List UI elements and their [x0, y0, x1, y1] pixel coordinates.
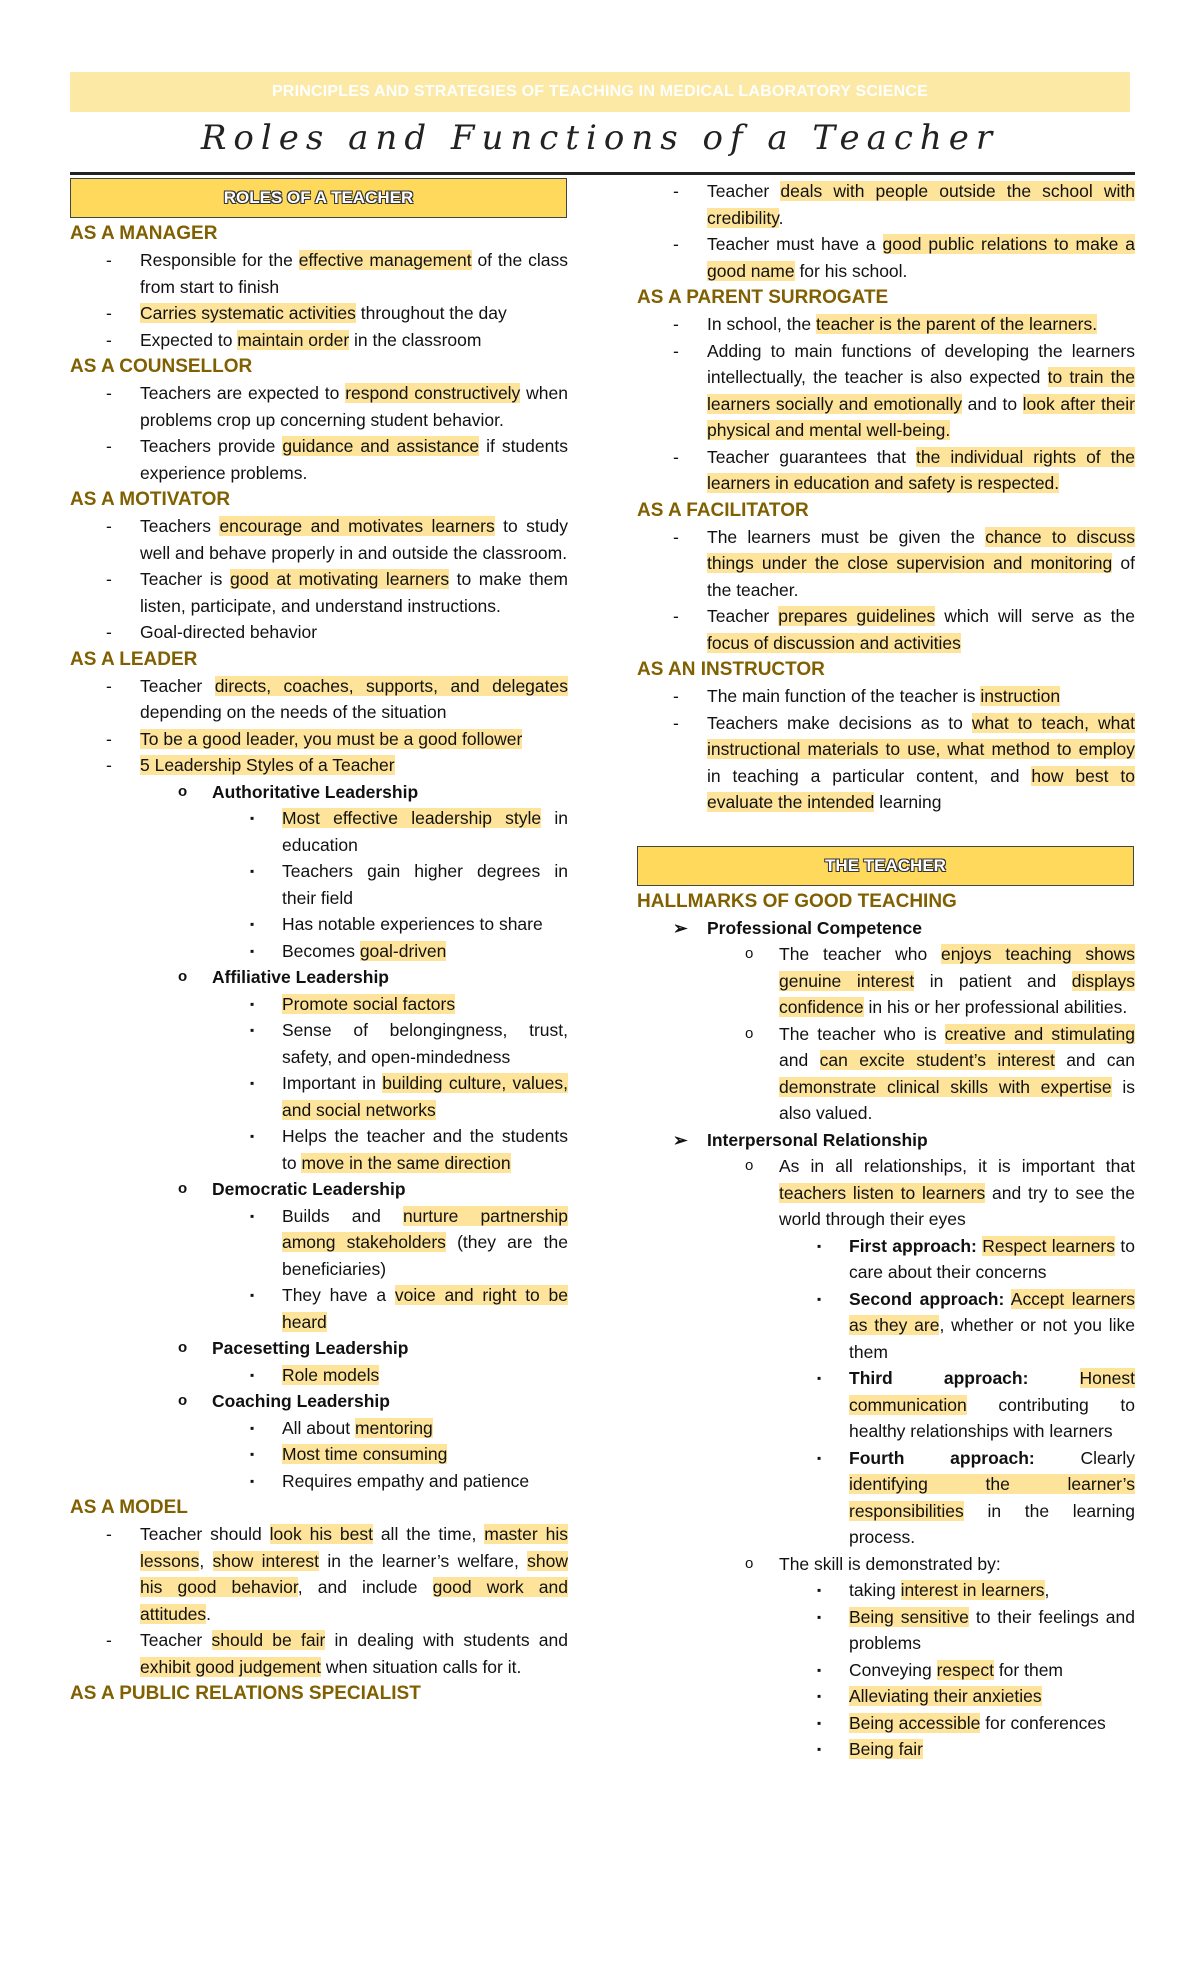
list-item: ▪ Most effective leadership style in education [70, 805, 568, 858]
dash-bullet: - [673, 526, 679, 547]
list-item: ▪ Requires empathy and patience [70, 1468, 568, 1495]
list-item: ▪ Fourth approach: Clearly identifying the learner’s responsibilities in the learning process. [637, 1445, 1135, 1551]
list-item: ▪ Important in building culture, values, and social networks [70, 1070, 568, 1123]
dash-bullet: - [106, 303, 112, 323]
list-item: - Goal-directed behavior [70, 619, 568, 646]
list-item: - Teachers are expected to respond constructively when problems crop up concerning student behavior. [70, 380, 568, 433]
leader-heading: AS A LEADER [70, 648, 198, 670]
list-item: - Expected to maintain order in the classroom [70, 327, 568, 354]
dash-bullet: - [106, 516, 112, 536]
list-item: o The teacher who enjoys teaching shows genuine interest in patient and displays confidence in his or her professional abilities. [637, 941, 1135, 1021]
document-title: Roles and Functions of a Teacher [200, 118, 1000, 158]
affiliative-title: o Affiliative Leadership [70, 964, 568, 991]
list-item: - The learners must be given the chance to discuss things under the close supervision and monitoring of the teacher. [637, 524, 1135, 604]
list-item: - Teacher must have a good public relations to make a good name for his school. [637, 231, 1135, 284]
dash-bullet: - [673, 712, 679, 733]
circle-bullet: o [745, 1024, 754, 1042]
arrow-bullet-icon: ➢ [673, 1129, 688, 1150]
competence-title: ➢ Professional Competence [637, 915, 1135, 942]
square-bullet: ▪ [250, 1420, 255, 1435]
dash-bullet: - [106, 436, 112, 456]
dash-bullet: - [106, 250, 112, 270]
circle-bullet: o [178, 1339, 188, 1356]
dash-bullet: - [673, 340, 679, 361]
dash-bullet: - [106, 728, 112, 749]
instructor-heading: AS AN INSTRUCTOR [637, 659, 825, 680]
list-item: ▪ Becomes goal-driven [70, 938, 568, 965]
list-item: o The teacher who is creative and stimulating and can excite student’s interest and can demonstrate clinical skills with expertise is also valued. [637, 1021, 1135, 1127]
list-item: - Teachers encourage and motivates learners to study well and behave properly in and outside the classroom. [70, 513, 568, 566]
dash-bullet: - [106, 675, 112, 696]
square-bullet: ▪ [250, 1023, 255, 1037]
list-item: - Teacher prepares guidelines which will serve as the focus of discussion and activities [637, 603, 1135, 656]
square-bullet: ▪ [817, 1371, 822, 1385]
list-item: - Carries systematic activities throughout the day [70, 300, 568, 327]
square-bullet: ▪ [250, 943, 255, 958]
left-column [70, 178, 568, 1707]
document-banner: PRINCIPLES AND STRATEGIES OF TEACHING IN MEDICAL LABORATORY SCIENCE [70, 72, 1130, 112]
dash-bullet: - [673, 686, 679, 706]
list-item: ▪ All about mentoring [70, 1415, 568, 1442]
hallmarks-heading: HALLMARKS OF GOOD TEACHING [637, 890, 957, 912]
authoritative-title: o Authoritative Leadership [70, 779, 568, 806]
list-item: - The main function of the teacher is instruction [637, 683, 1135, 710]
list-item: ▪ Alleviating their anxieties [637, 1683, 1135, 1710]
square-bullet: ▪ [817, 1662, 822, 1677]
democratic-title: o Democratic Leadership [70, 1176, 568, 1203]
list-item: - 5 Leadership Styles of a Teacher [70, 752, 568, 779]
circle-bullet: o [178, 968, 188, 985]
square-bullet: ▪ [250, 996, 255, 1011]
circle-bullet: o [745, 945, 754, 962]
square-bullet: ▪ [817, 1715, 822, 1730]
list-item: ▪ Being sensitive to their feelings and problems [637, 1604, 1135, 1657]
list-item: - Teacher deals with people outside the school with credibility. [637, 178, 1135, 231]
square-bullet: ▪ [250, 1208, 255, 1223]
list-item: - Teacher should look his best all the time, master his lessons, show interest in the learner’s welfare, show his good behavior, and include good work and attitudes. [70, 1521, 568, 1627]
dash-bullet: - [106, 622, 112, 642]
list-item: - Responsible for the effective management of the class from start to finish [70, 247, 568, 300]
dash-bullet: - [673, 181, 679, 201]
square-bullet: ▪ [250, 1129, 255, 1143]
list-item: ▪ Second approach: Accept learners as they are, whether or not you like them [637, 1286, 1135, 1366]
list-item: - Teacher directs, coaches, supports, and delegates depending on the needs of the situation [70, 673, 568, 726]
parent-surrogate-heading: AS A PARENT SURROGATE [637, 287, 889, 308]
right-column [637, 178, 1135, 1763]
square-bullet: ▪ [817, 1689, 822, 1703]
dash-bullet: - [673, 446, 679, 467]
manager-heading: AS A MANAGER [70, 223, 218, 244]
circle-bullet: o [178, 1180, 188, 1197]
arrow-bullet-icon: ➢ [673, 917, 688, 938]
list-item: - Teachers make decisions as to what to teach, what instructional materials to use, what method to employ in teaching a particular content, and how best to evaluate the intended learning [637, 710, 1135, 816]
dash-bullet: - [106, 1630, 112, 1650]
list-item: ▪ Conveying respect for them [637, 1657, 1135, 1684]
list-item: ▪ Has notable experiences to share [70, 911, 568, 938]
list-item: ▪ Role models [70, 1362, 568, 1389]
list-item: ▪ Being fair [637, 1736, 1135, 1763]
square-bullet: ▪ [250, 1076, 255, 1090]
list-item: ▪ Being accessible for conferences [637, 1710, 1135, 1737]
list-item: ▪ Teachers gain higher degrees in their field [70, 858, 568, 911]
interpersonal-title: ➢ Interpersonal Relationship [637, 1127, 1135, 1154]
list-item: ▪ Third approach: Honest communication contributing to healthy relationships with learners [637, 1365, 1135, 1445]
public-relations-heading: AS A PUBLIC RELATIONS SPECIALIST [70, 1683, 421, 1704]
list-item: - Teacher should be fair in dealing with students and exhibit good judgement when situation calls for it. [70, 1627, 568, 1680]
list-item: ▪ They have a voice and right to be heard [70, 1282, 568, 1335]
square-bullet: ▪ [817, 1291, 822, 1306]
dash-bullet: - [673, 606, 679, 626]
list-item: ▪ taking interest in learners, [637, 1577, 1135, 1604]
square-bullet: ▪ [250, 864, 255, 878]
square-bullet: ▪ [250, 1473, 255, 1488]
model-heading: AS A MODEL [70, 1497, 188, 1518]
square-bullet: ▪ [250, 1447, 255, 1461]
square-bullet: ▪ [250, 917, 255, 931]
dash-bullet: - [106, 755, 112, 775]
list-item: - Teacher is good at motivating learners to make them listen, participate, and understand instructions. [70, 566, 568, 619]
list-item: - To be a good leader, you must be a good follower [70, 726, 568, 753]
teacher-section-box: THE TEACHER [637, 846, 1134, 886]
list-item: - Adding to main functions of developing the learners intellectually, the teacher is also expected to train the learners socially and emotionally and to look after their physical and mental well-being. [637, 338, 1135, 444]
square-bullet: ▪ [817, 1583, 822, 1597]
motivator-heading: AS A MOTIVATOR [70, 489, 231, 510]
circle-bullet: o [745, 1157, 754, 1174]
dash-bullet: - [673, 314, 679, 334]
square-bullet: ▪ [250, 1367, 255, 1382]
dash-bullet: - [106, 383, 112, 403]
pacesetting-title: o Pacesetting Leadership [70, 1335, 568, 1362]
dash-bullet: - [106, 1524, 112, 1544]
square-bullet: ▪ [250, 1288, 255, 1302]
roles-section-box: ROLES OF A TEACHER [70, 178, 567, 218]
dash-bullet: - [673, 234, 679, 254]
list-item: - Teachers provide guidance and assistance if students experience problems. [70, 433, 568, 486]
square-bullet: ▪ [250, 811, 255, 825]
list-item: - In school, the teacher is the parent of the learners. [637, 311, 1135, 338]
title-underline [70, 172, 1135, 175]
list-item: o As in all relationships, it is important that teachers listen to learners and try to see the world through their eyes [637, 1153, 1135, 1233]
coaching-title: o Coaching Leadership [70, 1388, 568, 1415]
counsellor-heading: AS A COUNSELLOR [70, 356, 253, 377]
dash-bullet: - [106, 329, 112, 350]
list-item: ▪ Helps the teacher and the students to move in the same direction [70, 1123, 568, 1176]
square-bullet: ▪ [817, 1238, 822, 1253]
circle-bullet: o [178, 782, 188, 800]
list-item: ▪ Promote social factors [70, 991, 568, 1018]
square-bullet: ▪ [817, 1450, 822, 1465]
list-item: - Teacher guarantees that the individual rights of the learners in education and safety is respected. [637, 444, 1135, 497]
list-item: ▪ Builds and nurture partnership among stakeholders (they are the beneficiaries) [70, 1203, 568, 1283]
square-bullet: ▪ [817, 1609, 822, 1624]
circle-bullet: o [745, 1554, 754, 1572]
list-item: o The skill is demonstrated by: [637, 1551, 1135, 1578]
list-item: ▪ Sense of belongingness, trust, safety, and open-mindedness [70, 1017, 568, 1070]
facilitator-heading: AS A FACILITATOR [637, 499, 809, 521]
circle-bullet: o [178, 1392, 188, 1409]
dash-bullet: - [106, 569, 112, 589]
list-item: ▪ Most time consuming [70, 1441, 568, 1468]
square-bullet: ▪ [817, 1742, 822, 1756]
list-item: ▪ First approach: Respect learners to care about their concerns [637, 1233, 1135, 1286]
